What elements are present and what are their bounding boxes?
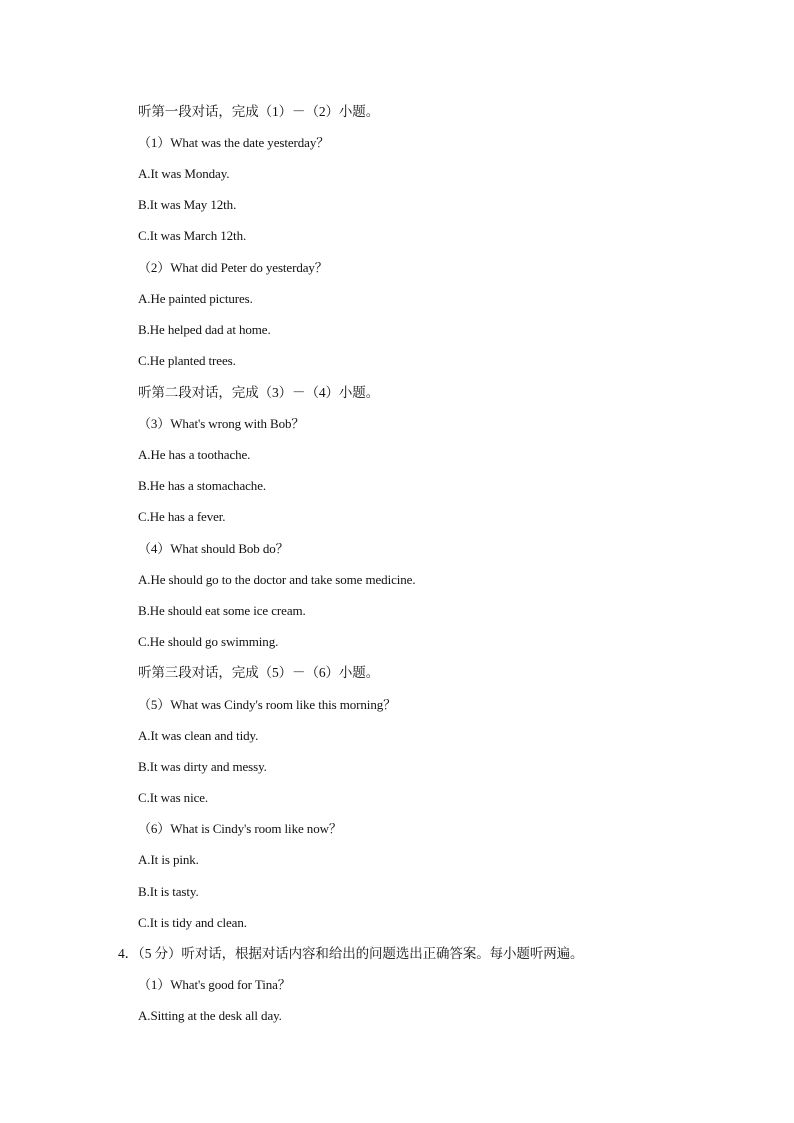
option-4c: C.He should go swimming. bbox=[138, 634, 279, 649]
option-2c: C.He planted trees. bbox=[138, 353, 236, 368]
option-4b: B.He should eat some ice cream. bbox=[138, 603, 306, 618]
option-5a: A.It was clean and tidy. bbox=[138, 728, 259, 743]
option-6c: C.It is tidy and clean. bbox=[138, 915, 247, 930]
question-2: （2）What did Peter do yesterday？ bbox=[138, 260, 328, 275]
question-4-1: （1）What's good for Tina？ bbox=[138, 977, 291, 992]
option-5c: C.It was nice. bbox=[138, 790, 209, 805]
option-1a: A.It was Monday. bbox=[138, 166, 230, 181]
question-3: （3）What's wrong with Bob？ bbox=[138, 416, 305, 431]
option-6a: A.It is pink. bbox=[138, 852, 199, 867]
option-1b: B.It was May 12th. bbox=[138, 197, 237, 212]
option-1c: C.It was March 12th. bbox=[138, 228, 247, 243]
option-2a: A.He painted pictures. bbox=[138, 291, 253, 306]
option-4-1a: A.Sitting at the desk all day. bbox=[138, 1008, 282, 1023]
option-2b: B.He helped dad at home. bbox=[138, 322, 271, 337]
question-5: （5）What was Cindy's room like this morning？ bbox=[138, 697, 397, 712]
question-4: （4）What should Bob do？ bbox=[138, 541, 289, 556]
question-6: （6）What is Cindy's room like now？ bbox=[138, 821, 342, 836]
section-heading-3: 听第三段对话，完成（5）－（6）小题。 bbox=[138, 665, 380, 680]
option-3c: C.He has a fever. bbox=[138, 509, 226, 524]
option-3a: A.He has a toothache. bbox=[138, 447, 251, 462]
option-3b: B.He has a stomachache. bbox=[138, 478, 267, 493]
section-heading-2: 听第二段对话，完成（3）－（4）小题。 bbox=[138, 385, 380, 400]
option-6b: B.It is tasty. bbox=[138, 884, 199, 899]
option-4a: A.He should go to the doctor and take some medicine. bbox=[138, 572, 416, 587]
item-heading-4: 4．（5 分）听对话，根据对话内容和给出的问题选出正确答案。每小题听两遍。 bbox=[118, 946, 584, 961]
option-5b: B.It was dirty and messy. bbox=[138, 759, 267, 774]
question-1: （1）What was the date yesterday？ bbox=[138, 135, 330, 150]
section-heading-1: 听第一段对话，完成（1）－（2）小题。 bbox=[138, 104, 380, 119]
